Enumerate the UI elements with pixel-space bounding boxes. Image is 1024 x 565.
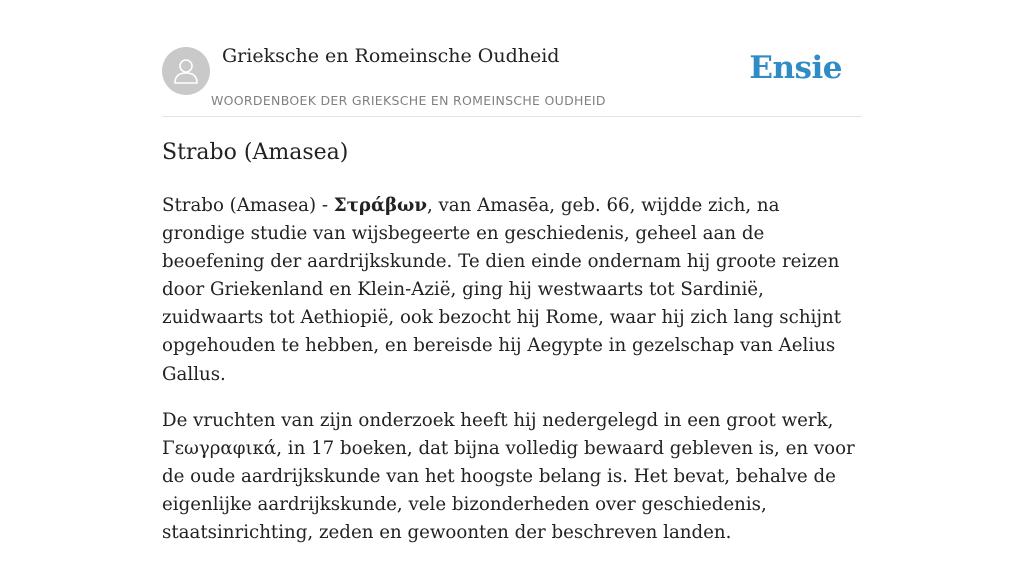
site-title[interactable]: Grieksche en Romeinsche Oudheid	[222, 45, 560, 67]
article-body	[162, 192, 862, 565]
paragraph: De vruchten van zijn onderzoek heeft hij nedergelegd in een groot werk, Γεωγραφικά, in 17 boeken, dat bijna volledig bewaard gebleven is, en voor de oude aardrijkskunde van het hoogste belang is. Het bevat, behalve de eigenlijke aardrijkskunde, vele bizonderheden over geschiedenis, staatsinrichting, zeden en gewoonten der beschreven landen.	[162, 409, 855, 544]
term-label: Strabo (Amasea) -	[162, 195, 334, 216]
header	[162, 0, 862, 117]
brand-logo[interactable]: Ensie	[749, 50, 842, 86]
paragraph-text: , van Amasēa, geb. 66, wijdde zich, na grondige studie van wijsbegeerte en geschiedenis, geheel aan de beoefening der aardrijkskunde. Te dien einde ondernam hij groote reizen door Griekenland en Klein-Azië, ging hij westwaarts tot Sardinië, zuidwaarts tot Aethiopië, ook bezocht hij Rome, waar hij zich lang schijnt opgehouden te hebben, en bereisde hij Aegypte in gezelschap van Aelius Gallus.	[162, 195, 842, 385]
page-title: Strabo (Amasea)	[162, 140, 349, 165]
paragraph	[162, 192, 862, 389]
page	[162, 0, 862, 544]
site-subtitle: WOORDENBOEK DER GRIEKSCHE EN ROMEINSCHE OUDHEID	[211, 93, 606, 108]
avatar[interactable]	[162, 47, 210, 95]
user-icon	[172, 56, 200, 86]
greek-term: Στράβων	[333, 195, 427, 216]
